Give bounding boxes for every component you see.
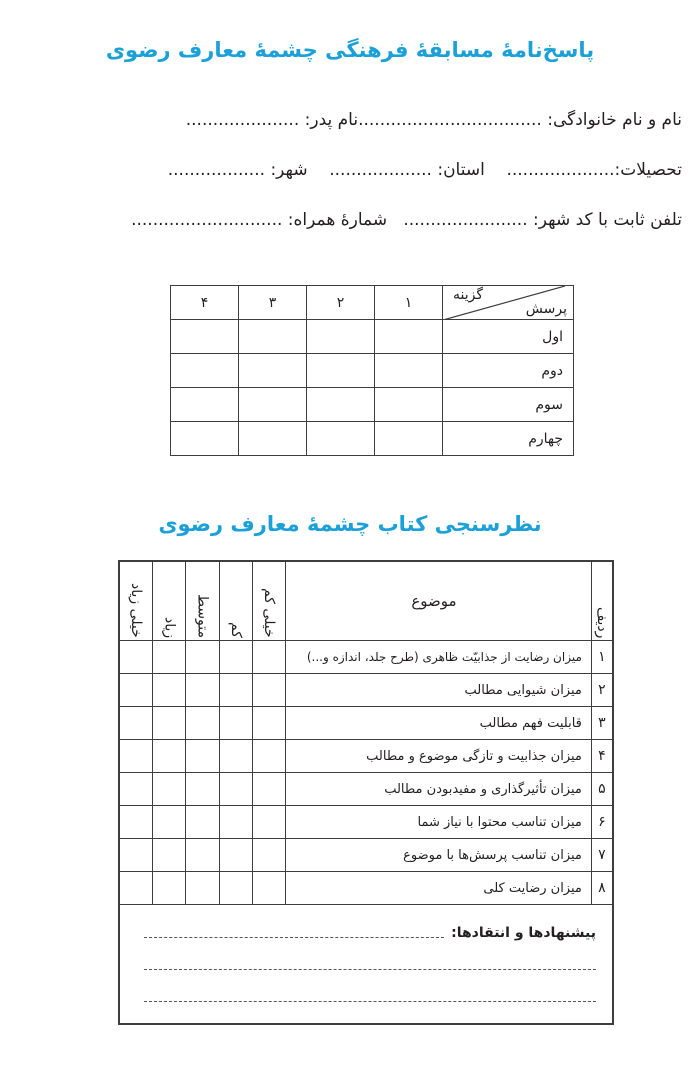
rating-cell[interactable] (186, 773, 219, 806)
rating-cell[interactable] (219, 806, 252, 839)
suggestion-line[interactable] (144, 969, 596, 970)
name-line (186, 110, 682, 130)
suggestion-line[interactable] (144, 937, 444, 938)
level-header-high: زیاد (153, 561, 186, 641)
answer-header-row (171, 286, 574, 320)
row-topic: میزان تناسب محتوا با نیاز شما (286, 806, 592, 839)
rating-cell[interactable] (219, 641, 252, 674)
rating-cell[interactable] (252, 872, 285, 905)
rating-cell[interactable] (252, 707, 285, 740)
education-field[interactable]: .................... (506, 160, 615, 180)
rating-cell[interactable] (252, 806, 285, 839)
question-label: چهارم (443, 422, 574, 456)
mobile-field[interactable]: ............................ (131, 210, 283, 230)
rating-cell[interactable] (153, 707, 186, 740)
row-topic: میزان تناسب پرسش‌ها با موضوع (286, 839, 592, 872)
rating-cell[interactable] (186, 872, 219, 905)
answer-corner-cell (443, 286, 574, 320)
province-label: استان: (437, 160, 485, 180)
answer-cell[interactable] (171, 388, 239, 422)
suggestions-row (119, 905, 613, 1025)
city-field[interactable]: .................. (167, 160, 266, 180)
survey-row (119, 872, 613, 905)
answer-cell[interactable] (307, 320, 375, 354)
row-topic: میزان تأثیرگذاری و مفیدبودن مطالب (286, 773, 592, 806)
survey-row (119, 773, 613, 806)
name-label: نام و نام خانوادگی: (547, 110, 682, 130)
row-topic: میزان شیوایی مطالب (286, 674, 592, 707)
answer-cell[interactable] (375, 422, 443, 456)
rating-cell[interactable] (186, 641, 219, 674)
row-number: ۸ (591, 872, 613, 905)
rating-cell[interactable] (219, 839, 252, 872)
rating-cell[interactable] (219, 674, 252, 707)
question-label: دوم (443, 354, 574, 388)
answer-cell[interactable] (171, 320, 239, 354)
rating-cell[interactable] (252, 773, 285, 806)
rating-cell[interactable] (119, 707, 153, 740)
answer-cell[interactable] (307, 422, 375, 456)
answer-cell[interactable] (375, 320, 443, 354)
answer-row (171, 320, 574, 354)
suggestions-cell[interactable] (119, 905, 613, 1025)
answer-cell[interactable] (307, 388, 375, 422)
rating-cell[interactable] (186, 806, 219, 839)
rating-cell[interactable] (252, 740, 285, 773)
option-header: گزینه (453, 287, 484, 303)
education-label: تحصیلات: (614, 160, 682, 180)
row-number-header: ردیف (591, 561, 613, 641)
row-topic: میزان جذابیت و تازگی موضوع و مطالب (286, 740, 592, 773)
row-number: ۵ (591, 773, 613, 806)
rating-cell[interactable] (119, 740, 153, 773)
rating-cell[interactable] (186, 674, 219, 707)
province-field[interactable]: ................... (329, 160, 432, 180)
topic-header: موضوع (286, 561, 592, 641)
row-number: ۲ (591, 674, 613, 707)
answer-row (171, 388, 574, 422)
rating-cell[interactable] (186, 839, 219, 872)
father-name-label: نام پدر: (304, 110, 359, 130)
rating-cell[interactable] (252, 674, 285, 707)
survey-row (119, 707, 613, 740)
row-number: ۷ (591, 839, 613, 872)
rating-cell[interactable] (219, 872, 252, 905)
rating-cell[interactable] (219, 773, 252, 806)
row-topic: قابلیت فهم مطالب (286, 707, 592, 740)
rating-cell[interactable] (153, 872, 186, 905)
answer-cell[interactable] (171, 422, 239, 456)
rating-cell[interactable] (252, 839, 285, 872)
answer-cell[interactable] (239, 320, 307, 354)
rating-cell[interactable] (119, 674, 153, 707)
rating-cell[interactable] (186, 707, 219, 740)
survey-row (119, 806, 613, 839)
mobile-label: شمارهٔ همراه: (287, 210, 388, 230)
level-header-very-high: خیلی زیاد (119, 561, 153, 641)
rating-cell[interactable] (153, 839, 186, 872)
survey-row (119, 674, 613, 707)
answer-row (171, 354, 574, 388)
level-header-medium: متوسط (186, 561, 219, 641)
rating-cell[interactable] (119, 872, 153, 905)
question-label: سوم (443, 388, 574, 422)
answer-cell[interactable] (239, 422, 307, 456)
rating-cell[interactable] (119, 773, 153, 806)
suggestions-label: پیشنهادها و انتقادها: (451, 925, 596, 941)
rating-cell[interactable] (153, 740, 186, 773)
suggestion-line[interactable] (144, 1001, 596, 1002)
survey-title: نظرسنجی کتاب چشمهٔ معارف رضوی (158, 512, 542, 536)
rating-cell[interactable] (186, 740, 219, 773)
answer-cell[interactable] (239, 354, 307, 388)
row-number: ۶ (591, 806, 613, 839)
answer-sheet-title: پاسخ‌نامهٔ مسابقهٔ فرهنگی چشمهٔ معارف رضوی (105, 38, 595, 62)
row-number: ۱ (591, 641, 613, 674)
row-number: ۴ (591, 740, 613, 773)
rating-cell[interactable] (219, 740, 252, 773)
father-name-field[interactable]: ..................... (185, 110, 300, 130)
rating-cell[interactable] (153, 806, 186, 839)
answer-cell[interactable] (307, 354, 375, 388)
option-header-3: ۳ (239, 286, 307, 320)
answer-cell[interactable] (171, 354, 239, 388)
survey-header-row (119, 561, 613, 641)
rating-cell[interactable] (153, 674, 186, 707)
question-label: اول (443, 320, 574, 354)
answer-table (170, 285, 574, 456)
survey-table (118, 560, 614, 1025)
rating-cell[interactable] (153, 773, 186, 806)
option-header-4: ۴ (171, 286, 239, 320)
phone-line (131, 210, 682, 230)
row-topic: میزان رضایت کلی (286, 872, 592, 905)
rating-cell[interactable] (119, 641, 153, 674)
option-header-2: ۲ (307, 286, 375, 320)
phone-label: تلفن ثابت با کد شهر: (533, 210, 682, 230)
rating-cell[interactable] (153, 641, 186, 674)
name-field[interactable]: .................................. (358, 110, 542, 130)
level-header-very-low: خیلی کم (252, 561, 285, 641)
answer-row (171, 422, 574, 456)
option-header-1: ۱ (375, 286, 443, 320)
question-header: پرسش (525, 301, 567, 317)
survey-row (119, 740, 613, 773)
answer-cell[interactable] (375, 354, 443, 388)
answer-cell[interactable] (239, 388, 307, 422)
survey-row (119, 641, 613, 674)
rating-cell[interactable] (219, 707, 252, 740)
row-topic: میزان رضایت از جذابیّت ظاهری (طرح جلد، اندازه و...) (286, 641, 592, 674)
level-header-low: کم (219, 561, 252, 641)
answer-cell[interactable] (375, 388, 443, 422)
rating-cell[interactable] (119, 839, 153, 872)
survey-row (119, 839, 613, 872)
rating-cell[interactable] (252, 641, 285, 674)
city-label: شهر: (270, 160, 308, 180)
row-number: ۳ (591, 707, 613, 740)
phone-field[interactable]: ....................... (403, 210, 528, 230)
education-line (168, 160, 682, 180)
rating-cell[interactable] (119, 806, 153, 839)
